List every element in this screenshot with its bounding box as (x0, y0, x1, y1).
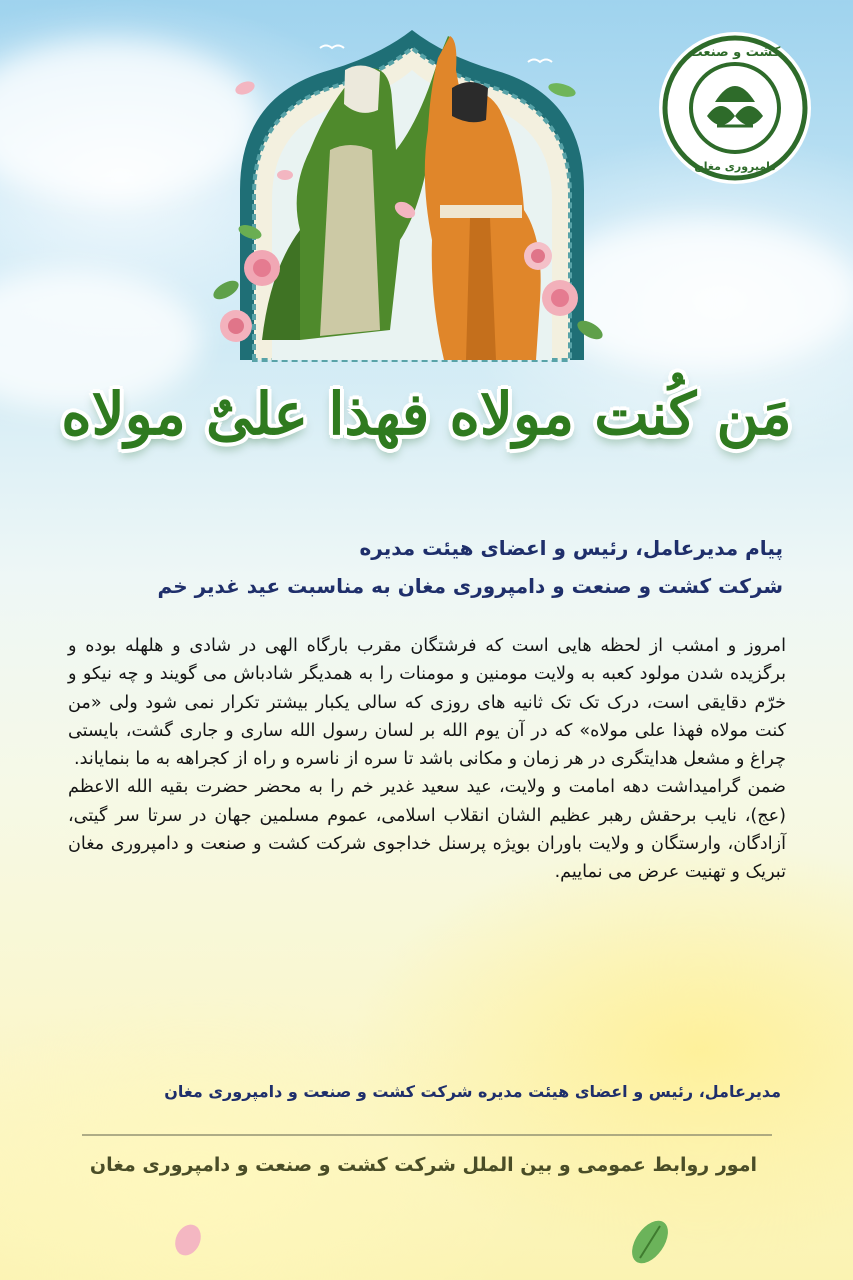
subheading-line-1: پیام مدیرعامل، رئیس و اعضای هیئت مدیره (359, 536, 783, 560)
divider (82, 1134, 772, 1136)
petal-icon (170, 1220, 205, 1259)
message-paragraph-2: ضمن گرامیداشت دهه امامت و ولایت، عید سعید غدیر خم را به محضر حضرت بقیه الله الاعظم (عج)، نایب برحقش رهبر عظیم الشان انقلاب اسلامی، عموم مسلمین جهان در سرتا سر گیتی، آزادگان، وارستگان و ولایت باوران بویژه پرسنل خداجوی شرکت کشت و صنعت و دامپروری مغان تبریک و تهنیت عرض می نماییم. (68, 777, 786, 883)
message-paragraph-1: امروز و امشب از لحظه هایی است که فرشتگان مقرب بارگاه الهی در شادی و هلهله بوده و برگزیده شدن مولود کعبه به ولایت مومنین و مومنات را به همدیگر شادباش می گویند و چه نیکو و خرّم دقایقی است، درک تک تک ثانیه های روزی که سالی یکبار بیشتر تکرار نمی شود ولی «من کنت مولاه فهذا علی مولاه» که در آن یوم الله بر لسان رسول الله ساری و جاری گشت، بایستی چراغ و مشعل هدایتگری در هر زمان و مکانی باشد تا سره از ناسره و راه از کجراهه به ما بنمایاند. (68, 636, 786, 770)
headline-calligraphy: مَن کُنت مولاه فهذا علیٌ مولاه (61, 380, 792, 448)
bottom-decoration (0, 1200, 853, 1280)
signature-line: مدیرعامل، رئیس و اعضای هیئت مدیره شرکت کشت و صنعت و دامپروری مغان (164, 1082, 781, 1101)
logo-text-bottom: دامپروری مغان (694, 160, 776, 173)
company-logo (657, 30, 813, 186)
footer-credit: امور روابط عمومی و بین الملل شرکت کشت و صنعت و دامپروری مغان (89, 1154, 757, 1176)
message-body (68, 632, 786, 887)
subheading-line-2: شرکت کشت و صنعت و دامپروری مغان به مناسبت عید غدیر خم (157, 574, 783, 598)
logo-text-top: کشت و صنعت (689, 45, 781, 60)
headline-block (0, 340, 853, 500)
